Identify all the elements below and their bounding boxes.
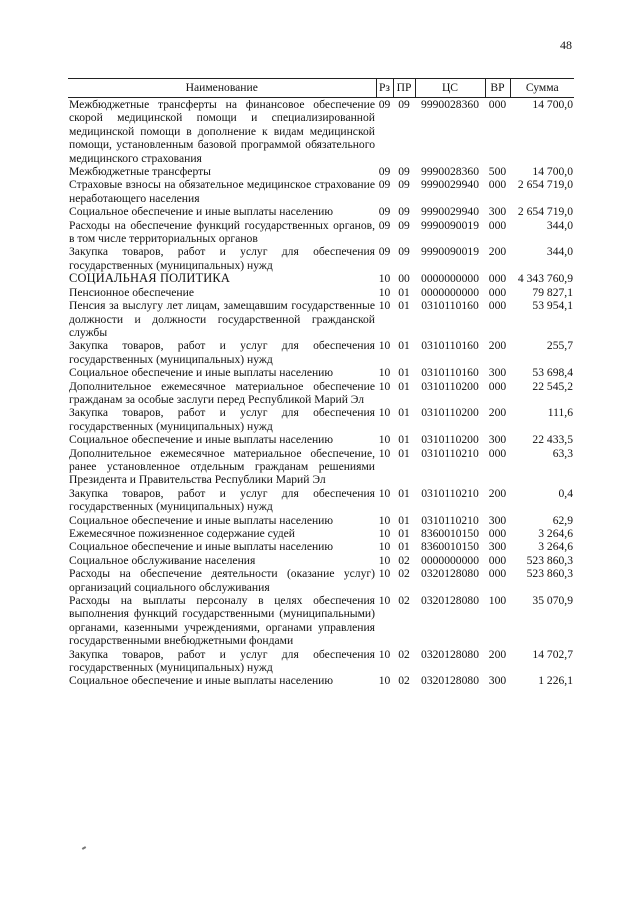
cell-cs: 0310110210: [421, 513, 479, 527]
budget-table: [68, 78, 574, 688]
cell-vr: 000: [488, 178, 507, 192]
cell-sum: 344,0: [546, 245, 573, 259]
cell-rz: 10: [378, 674, 391, 688]
table-row: [68, 567, 574, 594]
table-row: [68, 514, 574, 527]
cell-name: Закупка товаров, работ и услуг для обеспечения государственных (муниципальных) нужд: [69, 245, 375, 272]
cell-rz: 10: [378, 339, 391, 353]
cell-rz: 09: [378, 98, 391, 111]
table-header: [68, 79, 574, 98]
scan-speck: [82, 846, 86, 850]
cell-pr: 01: [398, 433, 410, 447]
table-row: [68, 98, 574, 166]
cell-name: Закупка товаров, работ и услуг для обеспечения государственных (муниципальных) нужд: [69, 406, 375, 433]
cell-sum: 22 545,2: [532, 379, 573, 393]
cell-sum: 523 860,3: [526, 567, 573, 581]
table-row: [68, 299, 574, 339]
cell-rz: 10: [378, 366, 391, 380]
cell-name: Социальное обеспечение и иные выплаты населению: [69, 366, 334, 380]
cell-sum: 22 433,5: [532, 433, 573, 447]
cell-sum: 2 654 719,0: [517, 178, 573, 192]
cell-pr: 01: [398, 285, 410, 299]
cell-rz: 10: [378, 486, 391, 500]
table-row: [68, 648, 574, 675]
cell-vr: 200: [488, 245, 507, 259]
cell-name: Социальное обслуживание населения: [69, 553, 256, 567]
cell-vr: 300: [488, 513, 507, 527]
cell-cs: 0320128080: [421, 674, 479, 688]
header-vr: ВР: [485, 79, 510, 98]
cell-sum: 1 226,1: [538, 674, 573, 688]
cell-pr: 01: [398, 299, 410, 313]
cell-rz: 10: [378, 540, 391, 554]
table-row: [68, 594, 574, 648]
cell-vr: 000: [488, 299, 507, 313]
cell-vr: 000: [488, 379, 507, 393]
header-rz: Рз: [376, 79, 393, 98]
cell-pr: 01: [398, 406, 410, 420]
cell-pr: 09: [398, 98, 410, 111]
cell-cs: 0310110200: [421, 406, 479, 420]
cell-sum: 344,0: [546, 218, 573, 232]
cell-vr: 000: [488, 218, 507, 232]
table-row: [68, 433, 574, 446]
cell-rz: 09: [378, 165, 391, 179]
cell-rz: 10: [378, 433, 391, 447]
cell-vr: 300: [488, 205, 507, 219]
table-row: [68, 406, 574, 433]
table-row: [68, 487, 574, 514]
cell-name: Ежемесячное пожизненное содержание судей: [69, 527, 295, 540]
cell-pr: 01: [398, 339, 410, 353]
cell-vr: 000: [488, 553, 507, 567]
header-name: Наименование: [68, 79, 376, 98]
cell-rz: 10: [378, 594, 391, 608]
table-row: [68, 219, 574, 246]
header-sum: Сумма: [510, 79, 574, 98]
cell-rz: 10: [378, 446, 391, 460]
cell-name: Дополнительное ежемесячное материальное обеспечение, ранее установленное отдельным гражданам решениями Президента и Правительства Республики Марий Эл: [69, 446, 375, 487]
cell-cs: 9990028360: [421, 98, 479, 111]
cell-sum: 62,9: [552, 513, 573, 527]
table-row: [68, 178, 574, 205]
cell-vr: 000: [488, 527, 507, 540]
cell-sum: 3 264,6: [538, 540, 573, 554]
cell-rz: 10: [378, 285, 391, 299]
cell-rz: 09: [378, 245, 391, 259]
table-row: [68, 286, 574, 299]
table-row: [68, 339, 574, 366]
cell-vr: 000: [488, 98, 507, 111]
cell-cs: 9990029940: [421, 205, 479, 219]
cell-pr: 09: [398, 245, 410, 259]
cell-cs: 0320128080: [421, 647, 479, 661]
cell-name: Социальное обеспечение и иные выплаты населению: [69, 433, 334, 447]
cell-sum: 14 700,0: [532, 98, 573, 111]
cell-name: Расходы на обеспечение деятельности (оказание услуг) организаций социального обслуживания: [69, 567, 375, 594]
cell-cs: 0310110200: [421, 379, 479, 393]
cell-sum: 0,4: [558, 486, 573, 500]
cell-cs: 0000000000: [421, 553, 479, 567]
cell-pr: 01: [398, 540, 410, 554]
cell-cs: 9990090019: [421, 218, 479, 232]
cell-pr: 09: [398, 218, 410, 232]
cell-cs: 0320128080: [421, 594, 479, 608]
cell-vr: 200: [488, 406, 507, 420]
cell-vr: 000: [488, 272, 507, 286]
cell-name: Межбюджетные трансферты на финансовое обеспечение скорой медицинской помощи и специализированной медицинской помощи в дополнение к видам медицинской помощи, установленным базовой программой обязательного медицинского страхования: [69, 98, 375, 165]
cell-sum: 2 654 719,0: [517, 205, 573, 219]
cell-vr: 200: [488, 339, 507, 353]
cell-pr: 09: [398, 205, 410, 219]
cell-rz: 10: [378, 527, 391, 540]
cell-pr: 09: [398, 165, 410, 179]
cell-name: Закупка товаров, работ и услуг для обеспечения государственных (муниципальных) нужд: [69, 486, 375, 514]
cell-name: Социальное обеспечение и иные выплаты населению: [69, 513, 334, 527]
cell-rz: 10: [378, 406, 391, 420]
cell-sum: 53 698,4: [532, 366, 573, 380]
cell-name: Расходы на обеспечение функций государственных органов, в том числе территориальных органов: [69, 218, 375, 246]
cell-rz: 09: [378, 218, 391, 232]
cell-vr: 300: [488, 674, 507, 688]
cell-cs: 0310110160: [421, 299, 479, 313]
cell-vr: 200: [488, 486, 507, 500]
cell-vr: 300: [488, 433, 507, 447]
page-number: 48: [560, 38, 572, 52]
cell-pr: 00: [398, 272, 410, 286]
cell-rz: 10: [378, 379, 391, 393]
cell-name: Расходы на выплаты персоналу в целях обеспечения выполнения функций государственными (муниципальными) органами, казенными учреждениями, органами управления государственными внебюджетными фондами: [69, 594, 375, 648]
cell-sum: 14 700,0: [532, 165, 573, 179]
table-row: [68, 540, 574, 553]
cell-name: Межбюджетные трансферты: [69, 165, 211, 179]
cell-sum: 79 827,1: [532, 285, 573, 299]
cell-rz: 09: [378, 205, 391, 219]
cell-name: Социальное обеспечение и иные выплаты населению: [69, 674, 334, 688]
cell-rz: 10: [378, 299, 391, 313]
cell-cs: 9990028360: [421, 165, 479, 179]
cell-sum: 63,3: [552, 446, 573, 460]
cell-cs: 0000000000: [421, 285, 479, 299]
cell-sum: 111,6: [547, 406, 573, 420]
table-row: [68, 527, 574, 540]
cell-cs: 8360010150: [421, 527, 479, 540]
cell-name: Пенсия за выслугу лет лицам, замещавшим государственные должности и должности государственной гражданской службы: [69, 299, 375, 339]
cell-vr: 300: [488, 540, 507, 554]
header-cs: ЦС: [415, 79, 485, 98]
cell-vr: 000: [488, 446, 507, 460]
cell-vr: 300: [488, 366, 507, 380]
cell-vr: 500: [488, 165, 507, 179]
table-row: [68, 366, 574, 379]
cell-pr: 02: [398, 594, 410, 608]
cell-rz: 10: [378, 553, 391, 567]
cell-name: Социальное обеспечение и иные выплаты населению: [69, 540, 334, 554]
cell-pr: 01: [398, 379, 410, 393]
table-row: [68, 674, 574, 687]
cell-sum: 4 343 760,9: [517, 272, 573, 286]
cell-sum: 3 264,6: [538, 527, 573, 540]
cell-cs: 0000000000: [421, 272, 479, 286]
cell-cs: 0320128080: [421, 567, 479, 581]
table-row: [68, 165, 574, 178]
cell-vr: 100: [488, 594, 507, 608]
cell-name: Закупка товаров, работ и услуг для обеспечения государственных (муниципальных) нужд: [69, 339, 375, 366]
cell-rz: 10: [378, 272, 391, 286]
table-row: [68, 380, 574, 407]
cell-cs: 9990029940: [421, 178, 479, 192]
cell-sum: 53 954,1: [532, 299, 573, 313]
cell-name: Социальное обеспечение и иные выплаты населению: [69, 205, 334, 219]
cell-cs: 0310110210: [421, 486, 479, 500]
cell-pr: 02: [398, 647, 410, 661]
cell-name: Закупка товаров, работ и услуг для обеспечения государственных (муниципальных) нужд: [69, 647, 375, 675]
section-row: [68, 272, 574, 285]
cell-sum: 523 860,3: [526, 553, 573, 567]
cell-pr: 02: [398, 553, 410, 567]
cell-cs: 0310110160: [421, 339, 479, 353]
table-body: [68, 98, 574, 688]
cell-cs: 0310110200: [421, 433, 479, 447]
cell-sum: 35 070,9: [532, 594, 573, 608]
cell-cs: 8360010150: [421, 540, 479, 554]
cell-name: Пенсионное обеспечение: [69, 285, 194, 299]
cell-vr: 000: [488, 567, 507, 581]
cell-rz: 10: [378, 513, 391, 527]
cell-sum: 14 702,7: [532, 647, 573, 661]
cell-name: СОЦИАЛЬНАЯ ПОЛИТИКА: [69, 271, 230, 286]
table-row: [68, 447, 574, 487]
cell-pr: 02: [398, 674, 410, 688]
cell-rz: 10: [378, 647, 391, 661]
cell-pr: 09: [398, 178, 410, 192]
cell-rz: 09: [378, 178, 391, 192]
table-row: [68, 205, 574, 218]
header-pr: ПР: [393, 79, 415, 98]
table-row: [68, 245, 574, 272]
cell-pr: 01: [398, 513, 410, 527]
cell-rz: 10: [378, 567, 391, 581]
cell-pr: 01: [398, 366, 410, 380]
cell-pr: 02: [398, 567, 410, 581]
cell-cs: 0310110210: [421, 446, 479, 460]
cell-cs: 0310110160: [421, 366, 479, 380]
cell-cs: 9990090019: [421, 245, 479, 259]
cell-vr: 200: [488, 647, 507, 661]
cell-name: Страховые взносы на обязательное медицинское страхование неработающего населения: [69, 178, 375, 205]
cell-pr: 01: [398, 446, 410, 460]
cell-pr: 01: [398, 527, 410, 540]
cell-name: Дополнительное ежемесячное материальное обеспечение гражданам за особые заслуги перед Республикой Марий Эл: [69, 379, 375, 406]
cell-pr: 01: [398, 486, 410, 500]
cell-vr: 000: [488, 285, 507, 299]
table-row: [68, 554, 574, 567]
cell-sum: 255,7: [546, 339, 573, 353]
